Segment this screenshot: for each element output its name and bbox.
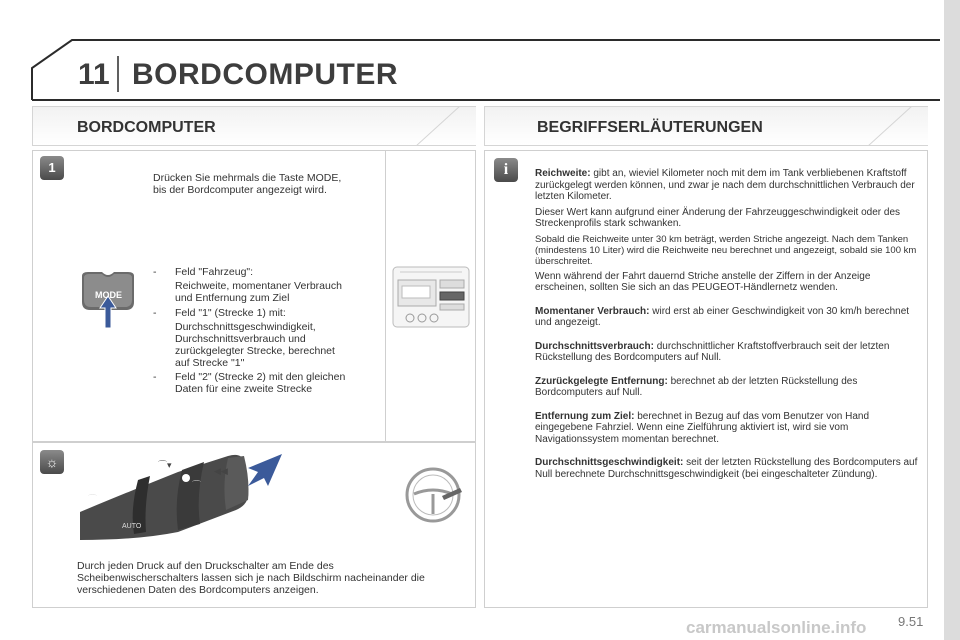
list-line: Durchschnittsverbrauch und	[175, 333, 306, 345]
list-line: Reichweite, momentaner Verbrauch	[175, 280, 342, 292]
definition-text: berechnet in Bezug auf das vom Benutzer von Hand eingegebene Fahrziel. Wenn eine Zielführung aktiviert ist, wird sie vom Navigationssystem momentan berechnet.	[535, 410, 870, 445]
definition-term: Momentaner Verbrauch:	[535, 305, 650, 317]
stalk-text-line-2: Scheibenwischerschalters lassen sich je nach Bildschirm nacheinander die	[77, 572, 425, 584]
svg-text:◀◀: ◀◀	[214, 466, 228, 476]
chapter-number: 11	[78, 58, 110, 91]
definition-text: Wenn während der Fahrt dauernd Striche anstelle der Ziffern in der Anzeige erscheinen, sollten Sie sich an das PEUGEOT-Händlernetz wenden.	[535, 270, 871, 293]
list-item-field-1	[175, 307, 375, 319]
list-line: zurückgelegter Strecke, berechnet	[175, 345, 335, 357]
list-line: auf Strecke "1"	[175, 357, 245, 369]
svg-text:⌒: ⌒	[88, 494, 98, 504]
svg-text:AUTO: AUTO	[122, 523, 142, 530]
steering-wheel-icon	[402, 464, 464, 526]
list-line: und Entfernung zum Ziel	[175, 292, 290, 304]
header-slant-icon	[868, 106, 928, 146]
right-section-title: BEGRIFFSERLÄUTERUNGEN	[537, 119, 763, 136]
definition-term: Entfernung zum Ziel:	[535, 410, 635, 422]
left-section-title: BORDCOMPUTER	[77, 119, 216, 136]
definition-term: Zzurückgelegte Entfernung:	[535, 375, 668, 387]
pointer-arrow-icon	[244, 452, 284, 488]
definition-text: gibt an, wieviel Kilometer noch mit dem im Tank verbliebenen Kraftstoff zurückgelegt werden können, und zwar je nach dem durchschnittlichen Verbrauch der letzten Kilometer.	[535, 168, 915, 202]
list-line: Daten für eine zweite Strecke	[175, 383, 313, 395]
watermark: carmanualsonline.info	[686, 618, 867, 637]
svg-text:⌒▾: ⌒▾	[158, 460, 172, 470]
step-number-badge: 1	[40, 156, 64, 180]
left-section-header	[32, 106, 476, 146]
mode-button-label: MODE	[95, 290, 122, 300]
definition-term: Reichweite:	[535, 168, 591, 179]
header-frame	[0, 0, 960, 110]
list-dash-3: -	[153, 371, 157, 383]
definition-text: wird erst ab einer Geschwindigkeit von 30 km/h berechnet und angezeigt.	[535, 305, 910, 328]
intro-line-1: Drücken Sie mehrmals die Taste MODE,	[153, 172, 342, 184]
list-item-field-vehicle	[175, 266, 375, 278]
page-edge-bar	[944, 0, 960, 640]
list-line: Feld "Fahrzeug":	[175, 266, 254, 278]
definition-text: durchschnittlicher Kraftstoffverbrauch seit der letzten Rückstellung des Bordcomputers auf Null.	[535, 340, 890, 363]
page-number: 9.51	[898, 614, 924, 629]
definition-paragraph	[535, 376, 923, 399]
list-item-vehicle-detail	[175, 280, 375, 304]
list-dash-1: -	[153, 266, 157, 278]
box-divider	[385, 151, 386, 443]
mode-button-illustration	[80, 270, 136, 330]
definition-paragraph	[535, 457, 923, 480]
header-slant-icon	[416, 106, 476, 146]
stalk-text-line-1: Durch jeden Druck auf den Druckschalter am Ende des	[77, 560, 334, 572]
definition-paragraph	[535, 271, 923, 294]
info-icon: i	[494, 158, 518, 182]
list-dash-2: -	[153, 307, 157, 319]
definition-paragraph	[535, 234, 923, 267]
definition-term: Durchschnittsverbrauch:	[535, 340, 654, 352]
right-section-header	[484, 106, 928, 146]
definition-term: Durchschnittsgeschwindigkeit:	[535, 457, 684, 468]
intro-line-2: bis der Bordcomputer angezeigt wird.	[153, 184, 327, 196]
definition-text: berechnet ab der letzten Rückstellung des Bordcomputers auf Null.	[535, 375, 858, 398]
stalk-text-line-3: verschiedenen Daten des Bordcomputers anzeigen.	[77, 584, 319, 596]
definition-text: Sobald die Reichweite unter 30 km beträgt, werden Striche angezeigt. Nach dem Tanken (mindestens 10 Liter) wird die Reichweite neu berechnet und angezeigt, sobald sie 100 km überschreitet.	[535, 233, 917, 267]
svg-text:⌒: ⌒	[192, 480, 202, 490]
definition-paragraph	[535, 207, 923, 230]
list-line: Durchschnittsgeschwindigkeit,	[175, 321, 316, 333]
definition-paragraph	[535, 306, 923, 329]
list-item-field-2	[175, 371, 375, 395]
list-item-field-1-detail	[175, 321, 375, 369]
dashboard-display-illustration	[392, 266, 470, 328]
definition-text: Dieser Wert kann aufgrund einer Änderung der Fahrzeuggeschwindigkeit oder des Streckenprofils stark schwanken.	[535, 206, 901, 229]
definition-paragraph	[535, 411, 923, 446]
definition-paragraph	[535, 341, 923, 364]
definition-text: seit der letzten Rückstellung des Bordcomputers auf Null berechnete Durchschnittsgeschwindigkeit (bei eingeschalteter Zündung).	[535, 457, 918, 480]
definition-paragraph	[535, 168, 923, 203]
chapter-title: BORDCOMPUTER	[132, 58, 398, 91]
list-line: Feld "2" (Strecke 2) mit den gleichen	[175, 371, 346, 383]
light-bulb-icon: ☼	[40, 450, 64, 474]
definitions-list	[535, 168, 923, 484]
list-line: Feld "1" (Strecke 1) mit:	[175, 307, 286, 319]
